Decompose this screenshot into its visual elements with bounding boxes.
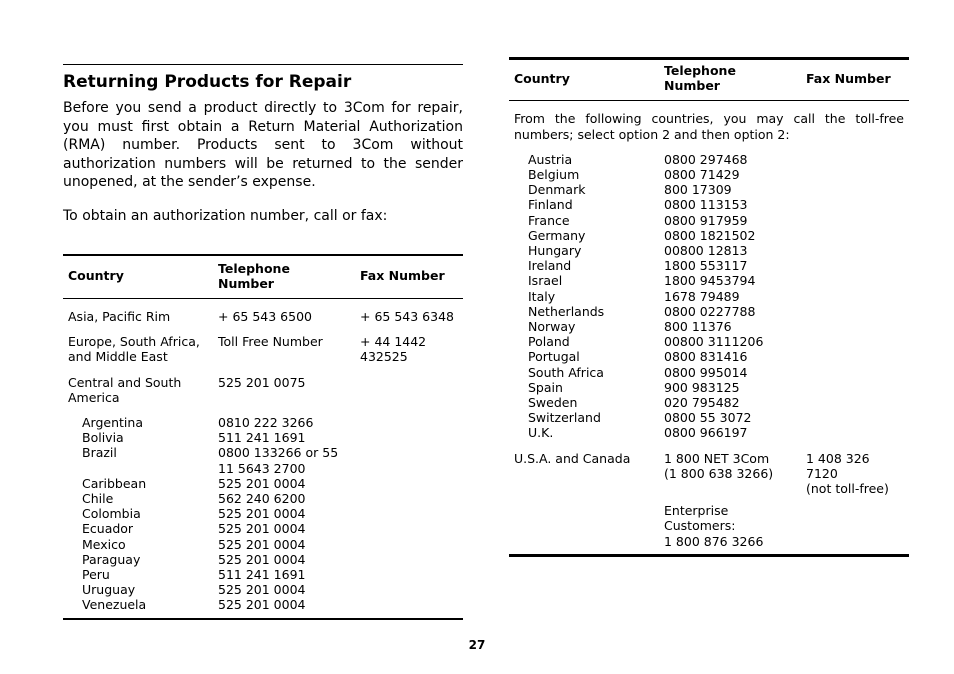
phone-cell: 0800 995014	[664, 364, 748, 380]
country-cell: Caribbean	[82, 475, 147, 491]
country-cell: Sweden	[528, 395, 578, 411]
phone-cell: 800 11376	[664, 319, 732, 335]
right-column	[509, 57, 909, 557]
fax-cell	[355, 365, 463, 405]
table-row	[509, 213, 909, 228]
table-row	[509, 289, 909, 304]
enterprise-cell	[659, 496, 801, 555]
table-row	[63, 476, 463, 491]
header-telephone: Telephone Number	[213, 255, 355, 299]
header-fax: Fax Number	[355, 255, 463, 299]
phone-line: (1 800 638 3266)	[664, 465, 774, 481]
section-paragraph: Before you send a product directly to 3Com for repair, you must first obtain a Return Material Authorization (RMA) number. Products sent to 3Com without authorization numbers will be returned to the sender unopened, at the sender’s expense.	[63, 100, 463, 190]
header-country: Country	[63, 255, 213, 299]
country-cell: Israel	[528, 273, 563, 289]
table-row	[63, 582, 463, 597]
table-row	[63, 324, 463, 364]
table-row	[509, 441, 909, 497]
table-row	[63, 430, 463, 445]
country-cell: South Africa	[528, 364, 604, 380]
country-cell: Bolivia	[82, 430, 124, 446]
table-row	[509, 258, 909, 273]
table-row	[509, 182, 909, 197]
phone-cell: 0800 113153	[664, 197, 748, 213]
phone-cell: 525 201 0004	[218, 582, 306, 598]
table-row	[509, 228, 909, 243]
table-header-row	[509, 59, 909, 101]
phone-cell: 525 201 0004	[213, 597, 355, 618]
country-cell: Ireland	[528, 258, 572, 274]
table-row	[509, 425, 909, 440]
header-fax: Fax Number	[801, 59, 909, 101]
table-row	[509, 243, 909, 258]
table-row	[63, 445, 463, 475]
fax-line: 1 408 326 7120	[806, 450, 870, 481]
table-row	[509, 365, 909, 380]
phone-cell: 0800 1821502	[664, 227, 756, 243]
table-row	[63, 405, 463, 430]
country-cell: Germany	[528, 227, 586, 243]
table-row	[509, 349, 909, 364]
phone-cell: + 65 543 6500	[218, 308, 312, 324]
table-row	[63, 552, 463, 567]
phone-cell: 525 201 0075	[218, 374, 306, 390]
table-row	[509, 334, 909, 349]
country-cell: Belgium	[528, 167, 580, 183]
phone-cell: 1800 9453794	[664, 273, 756, 289]
enterprise-phone: 1 800 876 3266	[664, 533, 764, 549]
country-cell: Italy	[528, 288, 556, 304]
fax-cell: + 65 543 6348	[360, 308, 454, 324]
table-row	[63, 521, 463, 536]
phone-cell: 020 795482	[664, 395, 740, 411]
country-cell: Poland	[528, 334, 570, 350]
phone-cell: 0810 222 3266	[218, 414, 314, 430]
table-header-row	[63, 255, 463, 299]
country-cell: Ecuador	[82, 521, 134, 537]
fax-cell: + 44 1442 432525	[360, 334, 427, 365]
phone-cell: 00800 3111206	[664, 334, 764, 350]
section-top-rule	[63, 64, 463, 65]
phone-cell: 0800 71429	[664, 167, 740, 183]
country-cell: Norway	[528, 319, 576, 335]
phone-cell: 525 201 0004	[218, 536, 306, 552]
table-row	[509, 304, 909, 319]
phone-cell: 00800 12813	[664, 243, 748, 259]
phone-cell: 0800 297468	[664, 151, 748, 167]
toll-free-note: From the following countries, you may call the toll-free numbers; select option 2 and then option 2:	[514, 111, 904, 142]
table-row	[509, 142, 909, 167]
country-cell: Peru	[82, 566, 110, 582]
country-cell: Europe, South Africa, and Middle East	[68, 334, 200, 365]
contact-intro: To obtain an authorization number, call or fax:	[63, 207, 388, 224]
table-row	[509, 273, 909, 288]
phone-cell: 1678 79489	[664, 288, 740, 304]
country-cell: Portugal	[528, 349, 580, 365]
country-cell: Finland	[528, 197, 573, 213]
country-cell: Colombia	[82, 506, 141, 522]
rma-contact-table-left	[63, 254, 463, 620]
country-cell: Austria	[528, 151, 573, 167]
enterprise-label: Enterprise Customers:	[664, 503, 736, 534]
country-cell: Denmark	[528, 182, 586, 198]
table-row	[509, 101, 909, 142]
country-cell: Hungary	[528, 243, 582, 259]
phone-cell: 525 201 0004	[218, 521, 306, 537]
country-cell: Netherlands	[528, 303, 605, 319]
header-telephone: Telephone Number	[659, 59, 801, 101]
phone-cell: 0800 966197	[664, 425, 748, 441]
phone-cell: 525 201 0004	[218, 475, 306, 491]
country-cell: Central and South America	[68, 374, 182, 405]
page-number: 27	[468, 638, 486, 652]
country-cell: U.K.	[528, 425, 554, 441]
phone-cell	[659, 441, 801, 497]
country-cell: Uruguay	[82, 582, 136, 598]
phone-line: 1 800 NET 3Com	[664, 450, 770, 466]
table-row	[63, 537, 463, 552]
table-row	[63, 506, 463, 521]
phone-cell: 511 241 1691	[218, 430, 306, 446]
table-row	[509, 380, 909, 395]
fax-line: (not toll-free)	[806, 481, 889, 497]
phone-cell: 0800 55 3072	[664, 410, 752, 426]
country-cell: Switzerland	[528, 410, 601, 426]
table-row	[509, 319, 909, 334]
phone-cell: Toll Free Number	[218, 334, 323, 350]
table-row	[509, 167, 909, 182]
table-row	[509, 197, 909, 212]
country-cell: Asia, Pacific Rim	[68, 308, 171, 324]
table-row	[63, 491, 463, 506]
table-row	[63, 597, 463, 618]
table-row	[63, 298, 463, 324]
country-cell: Brazil	[82, 445, 117, 461]
phone-cell: 562 240 6200	[218, 490, 306, 506]
phone-cell: 525 201 0004	[218, 551, 306, 567]
phone-cell: 800 17309	[664, 182, 732, 198]
country-cell: U.S.A. and Canada	[514, 450, 631, 466]
country-cell: Argentina	[82, 414, 143, 430]
fax-cell	[801, 441, 909, 497]
phone-cell: 0800 917959	[664, 212, 748, 228]
country-cell: Spain	[528, 379, 563, 395]
phone-cell: 0800 133266 or 55 11 5643 2700	[218, 445, 339, 476]
country-cell: Paraguay	[82, 551, 141, 567]
country-cell: Venezuela	[63, 597, 213, 618]
phone-cell: 0800 831416	[664, 349, 748, 365]
country-cell: Chile	[82, 490, 114, 506]
table-row	[509, 496, 909, 555]
phone-cell: 511 241 1691	[218, 566, 306, 582]
phone-cell: 1800 553117	[664, 258, 748, 274]
table-row	[509, 410, 909, 425]
table-row	[63, 567, 463, 582]
country-cell: Mexico	[82, 536, 126, 552]
phone-cell: 900 983125	[664, 379, 740, 395]
country-cell: France	[528, 212, 570, 228]
table-row	[509, 395, 909, 410]
phone-cell: 525 201 0004	[218, 506, 306, 522]
phone-cell: 0800 0227788	[664, 303, 756, 319]
table-row	[63, 365, 463, 405]
rma-contact-table-right	[509, 57, 909, 557]
header-country: Country	[509, 59, 659, 101]
section-title: Returning Products for Repair	[63, 72, 352, 92]
left-column	[63, 64, 463, 620]
